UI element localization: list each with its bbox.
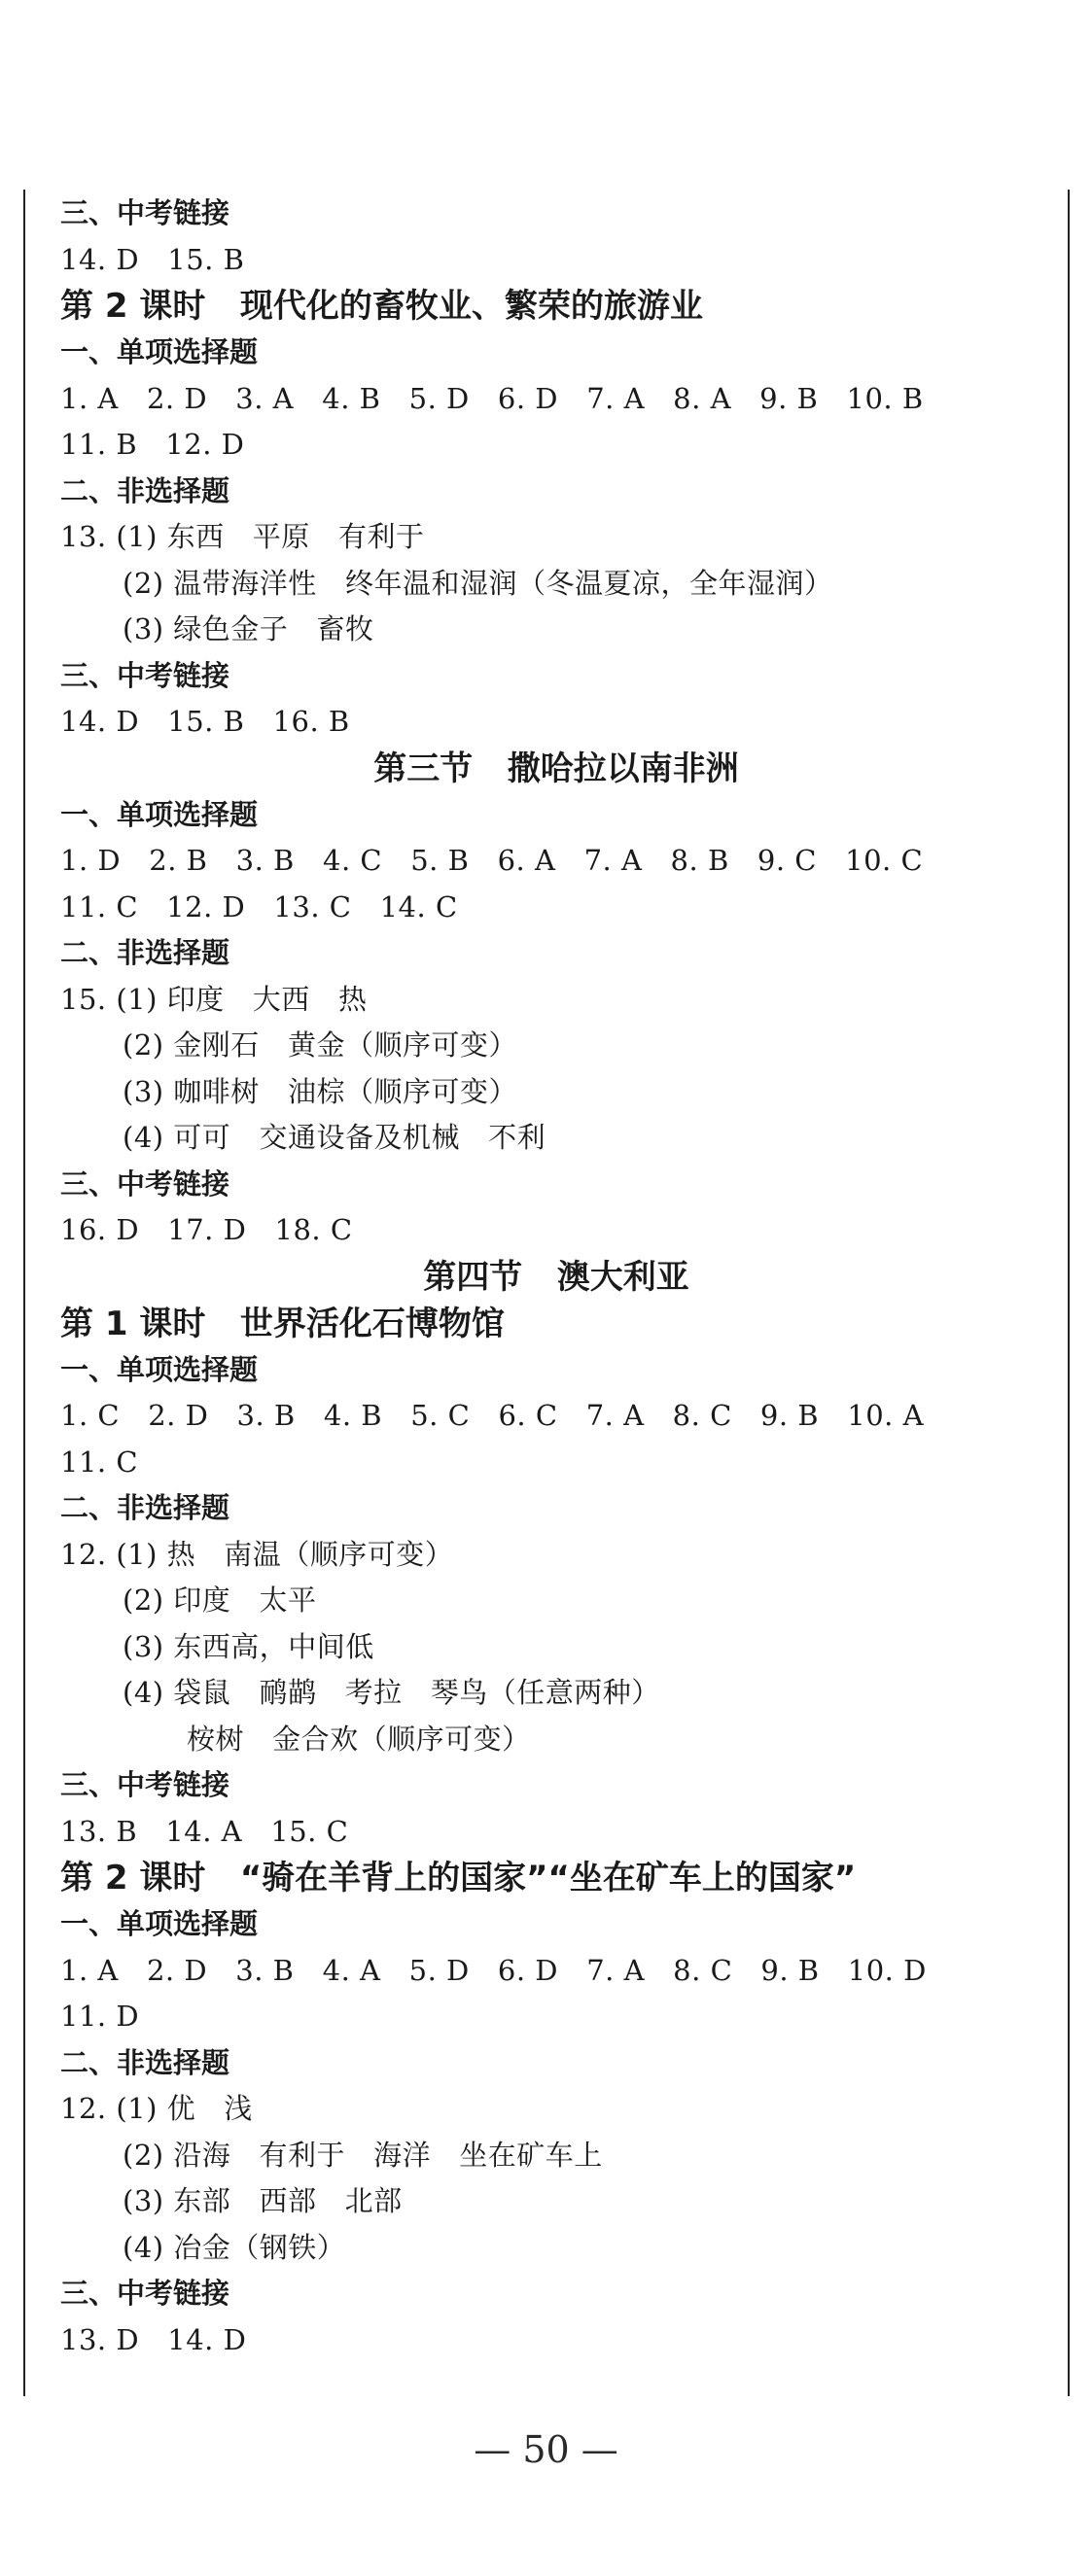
page-number: — 50 — <box>474 2428 618 2471</box>
answer-line: 13. D 14. D <box>60 2322 247 2356</box>
chapter-title: 第三节 撒哈拉以南非洲 <box>373 748 739 788</box>
answer-subitem: (3) 东西高，中间低 <box>123 1629 374 1663</box>
answer-line: 11. C <box>60 1445 139 1479</box>
answer-subitem: (2) 印度 太平 <box>123 1584 317 1617</box>
section-heading: 三、中考链接 <box>60 658 230 692</box>
right-margin-rule <box>1068 190 1070 2396</box>
answer-line: 13. B 14. A 15. C <box>60 1814 349 1848</box>
answer-subitem: (3) 咖啡树 油棕（顺序可变） <box>123 1074 517 1108</box>
answer-line: 11. C 12. D 13. C 14. C <box>60 889 458 923</box>
section-heading: 一、单项选择题 <box>60 335 259 368</box>
answer-line: 15. (1) 印度 大西 热 <box>60 982 368 1016</box>
section-heading: 二、非选择题 <box>60 936 230 969</box>
answer-subitem: (4) 可可 交通设备及机械 不利 <box>123 1121 546 1154</box>
section-heading: 二、非选择题 <box>60 473 230 507</box>
answer-line: 1. D 2. B 3. B 4. C 5. B 6. A 7. A 8. B 9. C 10. C <box>60 844 924 877</box>
answer-line: 14. D 15. B <box>60 242 245 276</box>
answer-line: 14. D 15. B 16. B <box>60 705 350 738</box>
answer-line: 12. (1) 优 浅 <box>60 2092 253 2125</box>
answer-subitem: (2) 沿海 有利于 海洋 坐在矿车上 <box>123 2138 603 2172</box>
answer-line: 1. A 2. D 3. B 4. A 5. D 6. D 7. A 8. C 9. B 10. D <box>60 1953 927 1987</box>
section-heading: 一、单项选择题 <box>60 1907 259 1940</box>
section-heading: 一、单项选择题 <box>60 797 259 831</box>
answer-line: 1. C 2. D 3. B 4. B 5. C 6. C 7. A 8. C 9. B 10. A <box>60 1399 925 1432</box>
lesson-title: 第 1 课时 世界活化石博物馆 <box>60 1304 505 1343</box>
answer-line: 16. D 17. D 18. C <box>60 1213 353 1246</box>
answer-key-content <box>60 191 1052 2363</box>
answer-line: 11. D <box>60 2000 140 2033</box>
section-heading: 三、中考链接 <box>60 2277 230 2310</box>
answer-subitem-continued: 桉树 金合欢（顺序可变） <box>187 1722 531 1756</box>
section-heading: 二、非选择题 <box>60 1491 230 1524</box>
lesson-title: 第 2 课时 现代化的畜牧业、繁荣的旅游业 <box>60 287 703 326</box>
answer-subitem: (2) 金刚石 黄金（顺序可变） <box>123 1028 517 1062</box>
answer-line: 1. A 2. D 3. A 4. B 5. D 6. D 7. A 8. A 9. B 10. B <box>60 381 924 415</box>
answer-line: 11. B 12. D <box>60 428 245 461</box>
left-margin-rule <box>23 190 25 2396</box>
answer-line: 13. (1) 东西 平原 有利于 <box>60 520 425 553</box>
section-heading: 三、中考链接 <box>60 1768 230 1801</box>
answer-subitem: (3) 东部 西部 北部 <box>123 2184 403 2217</box>
section-heading: 二、非选择题 <box>60 2045 230 2079</box>
lesson-title: 第 2 课时 “骑在羊背上的国家”“坐在矿车上的国家” <box>60 1859 857 1897</box>
chapter-title: 第四节 澳大利亚 <box>423 1257 689 1297</box>
section-heading: 三、中考链接 <box>60 1166 230 1201</box>
section-heading: 三、中考链接 <box>60 196 230 229</box>
answer-subitem: (4) 袋鼠 鸸鹋 考拉 琴鸟（任意两种） <box>123 1676 660 1709</box>
section-heading: 一、单项选择题 <box>60 1352 259 1386</box>
answer-subitem: (4) 冶金（钢铁） <box>123 2230 346 2264</box>
answer-line: 12. (1) 热 南温（顺序可变） <box>60 1537 454 1571</box>
answer-subitem: (2) 温带海洋性 终年温和湿润（冬温夏凉，全年湿润） <box>123 566 833 600</box>
answer-subitem: (3) 绿色金子 畜牧 <box>123 612 374 645</box>
